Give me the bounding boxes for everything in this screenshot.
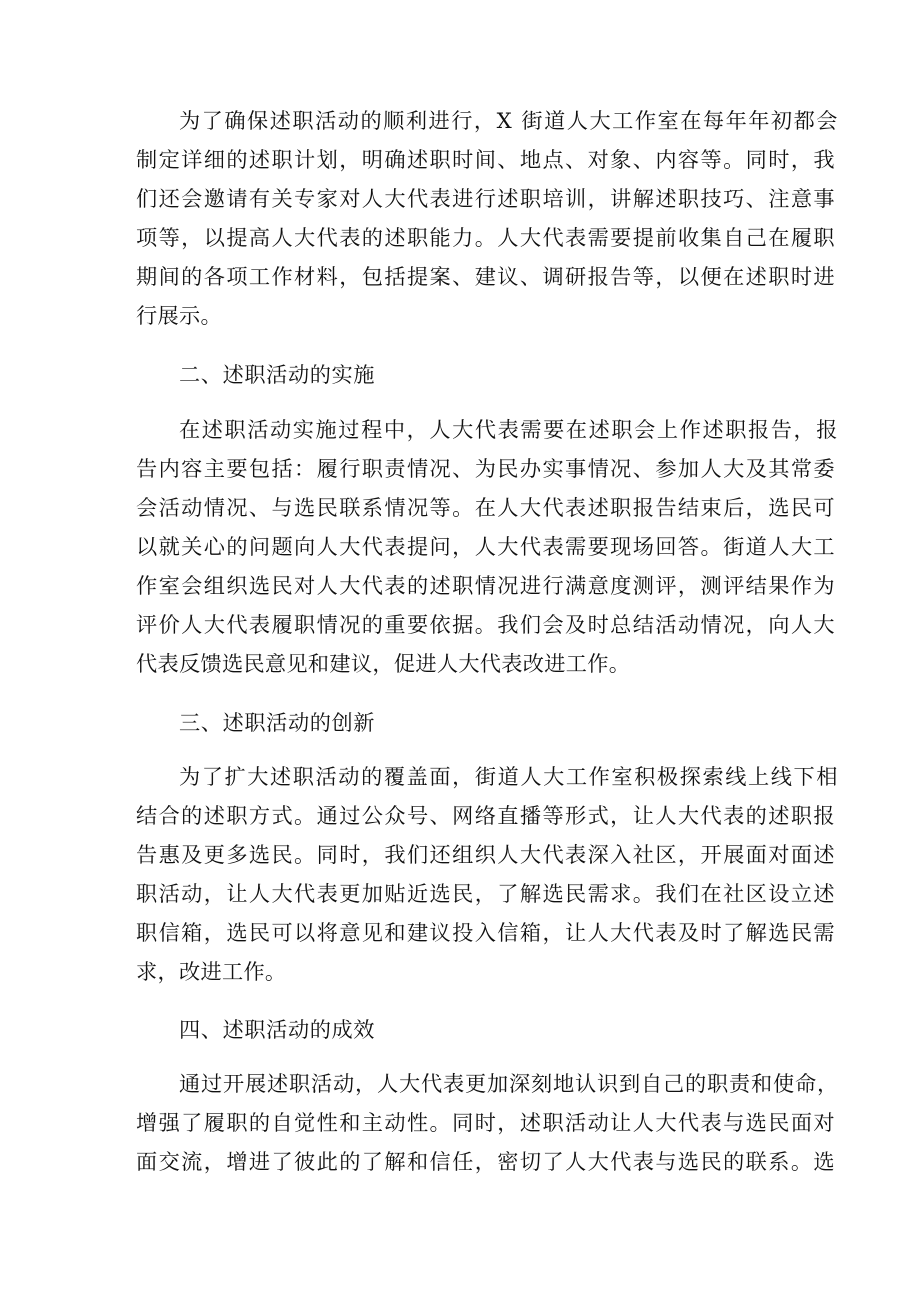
section-heading-implementation: 二、述职活动的实施 bbox=[179, 362, 376, 387]
paragraph-1-line-1: 为了确保述职活动的顺利进行，X 街道人大工作室在每年年初都会 bbox=[179, 108, 839, 133]
paragraph-3-line-6: 求，改进工作。 bbox=[136, 959, 287, 984]
paragraph-3-line-4: 职活动，让人大代表更加贴近选民，了解选民需求。我们在社区设立述 bbox=[136, 881, 836, 906]
paragraph-3-line-5: 职信箱，选民可以将意见和建议投入信箱，让人大代表及时了解选民需 bbox=[136, 920, 836, 945]
paragraph-4-line-2: 增强了履职的自觉性和主动性。同时，述职活动让人大代表与选民面对 bbox=[136, 1110, 836, 1135]
paragraph-2-line-1: 在述职活动实施过程中，人大代表需要在述职会上作述职报告，报 bbox=[179, 417, 839, 442]
paragraph-1-line-3: 们还会邀请有关专家对人大代表进行述职培训，讲解述职技巧、注意事 bbox=[136, 186, 836, 211]
paragraph-2-line-3: 会活动情况、与选民联系情况等。在人大代表述职报告结束后，选民可 bbox=[136, 495, 836, 520]
paragraph-2-line-5: 作室会组织选民对人大代表的述职情况进行满意度测评，测评结果作为 bbox=[136, 573, 836, 598]
section-heading-results: 四、述职活动的成效 bbox=[179, 1017, 376, 1042]
paragraph-3-line-3: 告惠及更多选民。同时，我们还组织人大代表深入社区，开展面对面述 bbox=[136, 842, 836, 867]
paragraph-3-line-2: 结合的述职方式。通过公众号、网络直播等形式，让人大代表的述职报 bbox=[136, 803, 836, 828]
paragraph-1-line-4: 项等，以提高人大代表的述职能力。人大代表需要提前收集自己在履职 bbox=[136, 225, 836, 250]
paragraph-4-line-3: 面交流，增进了彼此的了解和信任，密切了人大代表与选民的联系。选 bbox=[136, 1149, 836, 1174]
paragraph-1-line-6: 行展示。 bbox=[136, 303, 222, 328]
paragraph-1-line-2: 制定详细的述职计划，明确述职时间、地点、对象、内容等。同时，我 bbox=[136, 147, 836, 172]
paragraph-2-line-2: 告内容主要包括：履行职责情况、为民办实事情况、参加人大及其常委 bbox=[136, 456, 836, 481]
paragraph-2-line-7: 代表反馈选民意见和建议，促进人大代表改进工作。 bbox=[136, 651, 631, 676]
paragraph-2-line-6: 评价人大代表履职情况的重要依据。我们会及时总结活动情况，向人大 bbox=[136, 612, 836, 637]
paragraph-3-line-1: 为了扩大述职活动的覆盖面，街道人大工作室积极探索线上线下相 bbox=[179, 764, 839, 789]
paragraph-1-line-5: 期间的各项工作材料，包括提案、建议、调研报告等，以便在述职时进 bbox=[136, 264, 836, 289]
section-heading-innovation: 三、述职活动的创新 bbox=[179, 710, 376, 735]
paragraph-2-line-4: 以就关心的问题向人大代表提问，人大代表需要现场回答。街道人大工 bbox=[136, 534, 836, 559]
paragraph-4-line-1: 通过开展述职活动，人大代表更加深刻地认识到自己的职责和使命， bbox=[179, 1071, 839, 1096]
